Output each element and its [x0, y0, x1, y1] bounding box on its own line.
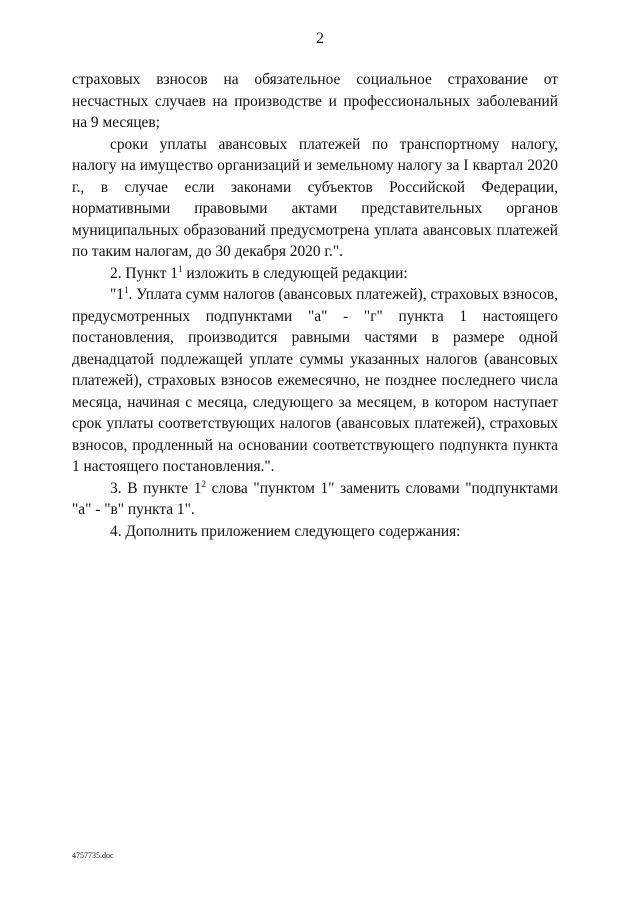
new-wording-text-b: . Уплата сумм налогов (авансовых платежей), страховых взносов, предусмотренных подпунктами "а" - "г" пункта 1 настоящего постановления, производится равными частями в размере одной двенадцатой подлежащей уплате суммы указанных налогов (авансовых платежей), страховых взносов ежемесячно, не позднее последнего числа месяца, начиная с месяца, следующего за месяцем, в котором наступает срок уплаты соответствующих налогов (авансовых платежей), страховых взносов, продленный на основании соответствующего подпункта пункта 1 настоящего постановления.".: [72, 286, 558, 475]
item-3-text-b: слова "пунктом 1" заменить словами "подпунктами "а" - "в" пункта 1".: [72, 479, 558, 518]
new-wording-text-a: "1: [110, 286, 124, 303]
paragraph-insurance-contributions: страховых взносов на обязательное социальное страхование от несчастных случаев на производстве и профессиональных заболеваний на 9 месяцев;: [72, 71, 558, 131]
footer-document-id: 4757735.doc: [72, 851, 114, 860]
item-2-superscript: 1: [177, 263, 183, 274]
paragraph-item-4: 4. Дополнить приложением следующего содержания:: [110, 522, 461, 540]
page-number: 2: [316, 30, 324, 47]
paragraph-advance-payment-deadlines: сроки уплаты авансовых платежей по транспортному налогу, налогу на имущество организаций и земельному налогу за I квартал 2020 г., в случае если законами субъектов Российской Федерации, нормативными правовыми актами представительных органов муниципальных образований предусмотрена уплата авансовых платежей по таким налогам, до 30 декабря 2020 г.".: [72, 135, 558, 260]
item-2-text-a: 2. Пункт 1: [110, 264, 178, 282]
paragraph-new-wording: [72, 284, 558, 478]
item-2-text-b: изложить в следующей редакции:: [182, 264, 408, 282]
item-3-superscript: 2: [201, 478, 206, 489]
paragraph-item-2: [72, 263, 558, 285]
document-body: [72, 69, 558, 542]
paragraph-item-3: [72, 478, 558, 521]
item-3-text-a: 3. В пункте 1: [110, 479, 202, 497]
new-wording-superscript: 1: [123, 284, 129, 295]
